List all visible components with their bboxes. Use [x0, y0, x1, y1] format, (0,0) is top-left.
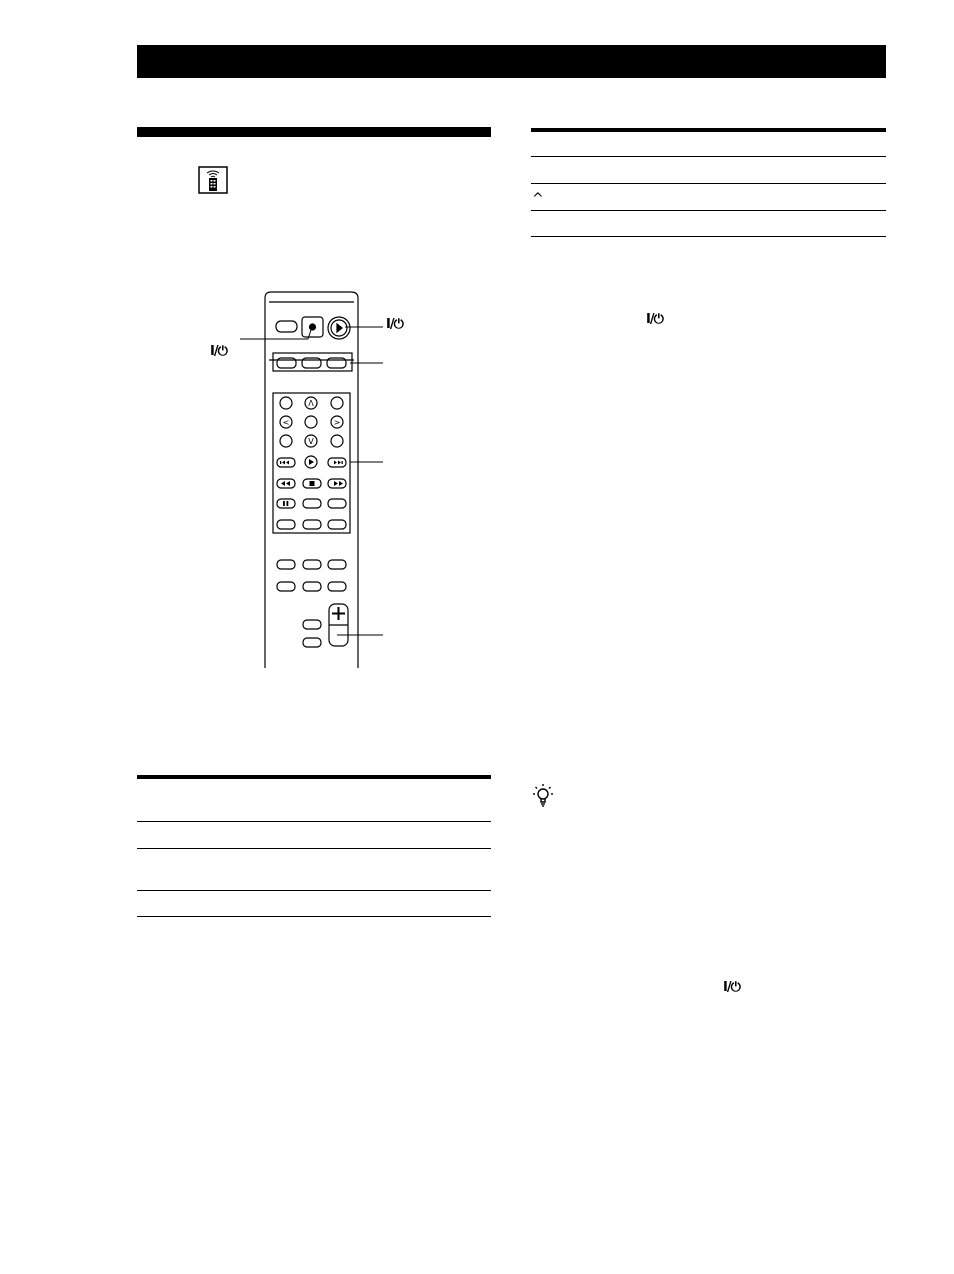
power-symbol-tip: I/⏻: [723, 980, 740, 995]
left-table-rule: [137, 890, 491, 891]
right-table-rule: [531, 183, 886, 184]
right-table-rule: [531, 156, 886, 157]
svg-text:Λ: Λ: [308, 399, 314, 408]
svg-text:<: <: [282, 418, 290, 427]
lightbulb-tip-icon: [531, 782, 555, 808]
left-table-rule: [137, 821, 491, 822]
header-bar: [137, 45, 886, 78]
caret-symbol: ^: [532, 191, 544, 207]
right-table-rule: [531, 236, 886, 237]
svg-text:>: >: [333, 418, 341, 427]
right-table-rule-top: [531, 128, 886, 132]
right-table-rule: [531, 210, 886, 211]
remote-control-illustration: [205, 290, 420, 670]
power-symbol-inline: I/⏻: [646, 312, 663, 327]
left-table-rule: [137, 848, 491, 849]
left-table-rule-top: [137, 775, 491, 779]
svg-text:V: V: [308, 437, 314, 446]
power-label-right: I/⏻: [386, 317, 403, 332]
power-label-left: I/⏻: [210, 344, 227, 359]
left-table-rule: [137, 916, 491, 917]
remote-control-icon: [198, 166, 228, 194]
left-section-rule: [137, 127, 491, 137]
